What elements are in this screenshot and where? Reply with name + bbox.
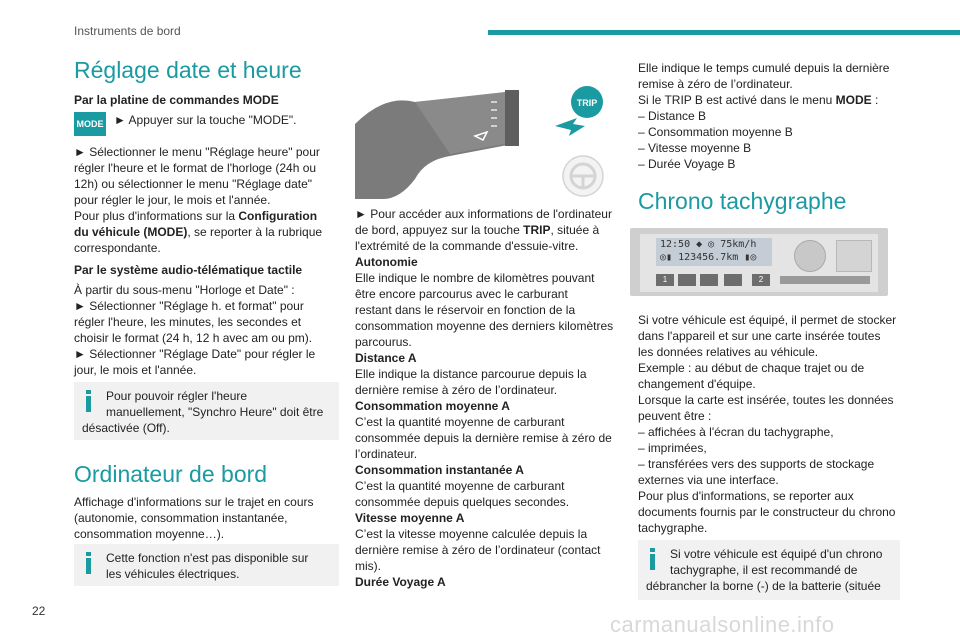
- text-line: dernière remise à zéro de l’ordinateur (contact: [355, 543, 601, 557]
- text-line: documents fournis par le constructeur du chrono: [638, 505, 896, 519]
- info-note-electric: [74, 544, 339, 586]
- running-header: Instruments de bord: [74, 24, 181, 38]
- text-line: peuvent être :: [638, 409, 712, 423]
- text-line: les données relatives au véhicule.: [638, 345, 819, 359]
- text-line: Affichage d'informations sur le trajet en cours: [74, 495, 314, 509]
- text-line: parcourus.: [355, 335, 412, 349]
- list-item: – transférées vers des supports de stockage: [638, 457, 875, 471]
- section-title-trip-computer: Ordinateur de bord: [74, 461, 268, 487]
- text-line: Elle indique le temps cumulé depuis la dernière: [638, 61, 890, 75]
- text-line: C’est la quantité moyenne de carburant: [355, 479, 565, 493]
- subheading-touchscreen: Par le système audio-télématique tactile: [74, 263, 303, 277]
- tachograph-printer-slot: [780, 276, 870, 284]
- list-item: – Durée Voyage B: [638, 157, 736, 171]
- heading-autonomie: Autonomie: [355, 255, 418, 269]
- text-line: Pour pouvoir régler l'heure: [106, 389, 248, 403]
- text-line: Elle indique le nombre de kilomètres pouvant: [355, 271, 595, 285]
- text-line: ◎▮ 123456.7km ▮◎: [660, 252, 757, 263]
- heading-distance-a: Distance A: [355, 351, 417, 365]
- trip-badge-text: TRIP: [576, 98, 598, 108]
- info-icon: [650, 548, 655, 570]
- text-line: de bord, appuyez sur la touche TRIP, située à: [355, 223, 600, 237]
- section-title-tachograph: Chrono tachygraphe: [638, 188, 847, 214]
- text-line: tachygraphe, il est recommandé de: [670, 563, 858, 577]
- text-line: désactivée (Off).: [82, 421, 170, 435]
- text-line: ► Sélectionner "Réglage h. et format" pour: [74, 299, 304, 313]
- heading-duree-voyage-a: Durée Voyage A: [355, 575, 446, 589]
- tachograph-button: [724, 274, 742, 286]
- text-line: Si le TRIP B est activé dans le menu MODE :: [638, 93, 879, 107]
- touchscreen-instructions: [74, 282, 344, 378]
- text-line: C’est la quantité moyenne de carburant: [355, 415, 565, 429]
- text-line: Si votre véhicule est équipé, il permet de stocker: [638, 313, 897, 327]
- text-line: dans l'appareil et sur une carte insérée toutes: [638, 329, 881, 343]
- info-note-battery: [638, 540, 900, 600]
- mode-step-text: ► Appuyer sur la touche "MODE".: [114, 113, 297, 127]
- trip-instructions: [355, 206, 623, 590]
- text-line: être encore parcourus avec le carburant: [355, 287, 568, 301]
- info-icon: [86, 390, 91, 412]
- text-line: externes via une interface.: [638, 473, 779, 487]
- heading-consommation-instantanee-a: Consommation instantanée A: [355, 463, 524, 477]
- text-line: À partir du sous-menu "Horloge et Date" :: [74, 283, 295, 297]
- mode-step: [74, 112, 354, 136]
- text-line: jour, le mois et l'année.: [74, 363, 197, 377]
- text-line: Pour plus d'informations sur la Configuration: [74, 209, 318, 223]
- text-line: régler l'heure, les minutes, les secondes et: [74, 315, 302, 329]
- tachograph-button: [700, 274, 718, 286]
- list-item: – affichées à l'écran du tachygraphe,: [638, 425, 834, 439]
- text-line: 12:50 ◆ ◎ 75km/h: [660, 239, 757, 250]
- wiper-stalk-illustration: [355, 84, 623, 202]
- text-line: Pour plus d'informations, se reporter aux: [638, 489, 854, 503]
- text-line: ► Pour accéder aux informations de l'ordinateur: [355, 207, 612, 221]
- text-line: manuellement, "Synchro Heure" doit être: [106, 405, 324, 419]
- text-line: régler l'heure et le format de l'horloge (24h ou: [74, 161, 317, 175]
- list-item: – Distance B: [638, 109, 707, 123]
- tachograph-illustration: [630, 228, 888, 296]
- text-line: Exemple : au début de chaque trajet ou de: [638, 361, 865, 375]
- text-line: changement d'équipe.: [638, 377, 756, 391]
- heading-consommation-moyenne-a: Consommation moyenne A: [355, 399, 510, 413]
- trip-computer-intro: [74, 494, 344, 542]
- text-line: l’ordinateur.: [355, 447, 418, 461]
- text-line: les véhicules électriques.: [106, 567, 240, 581]
- list-item: – Consommation moyenne B: [638, 125, 793, 139]
- watermark: carmanualsonline.info: [610, 612, 835, 637]
- tachograph-button-1: 1: [656, 274, 674, 286]
- trip-b-info: [638, 60, 908, 172]
- text-line: pour régler le jour, le mois et l'année.: [74, 193, 271, 207]
- text-line: restant dans le réservoir en fonction de la: [355, 303, 576, 317]
- text-line: Lorsque la carte est insérée, toutes les données: [638, 393, 894, 407]
- tachograph-description: [638, 312, 908, 536]
- heading-vitesse-moyenne-a: Vitesse moyenne A: [355, 511, 465, 525]
- text-line: consommée depuis quelques secondes.: [355, 495, 570, 509]
- text-line: débrancher la borne (-) de la batterie (située: [646, 579, 881, 593]
- text-line: Elle indique la distance parcourue depuis la: [355, 367, 587, 381]
- text-line: consommée depuis la dernière remise à zéro de: [355, 431, 612, 445]
- text-line: Si votre véhicule est équipé d'un chrono: [670, 547, 883, 561]
- text-line: C’est la vitesse moyenne calculée depuis la: [355, 527, 588, 541]
- text-line: 12h) ou sélectionner le menu "Réglage date": [74, 177, 313, 191]
- text-line: l'extrémité de la commande d'essuie-vitre.: [355, 239, 579, 253]
- text-line: ► Sélectionner le menu "Réglage heure" pour: [74, 145, 320, 159]
- text-line: remise à zéro de l’ordinateur.: [638, 77, 793, 91]
- text-line: dernière remise à zéro de l’ordinateur.: [355, 383, 558, 397]
- mode-instructions: [74, 144, 344, 256]
- text-line: (autonomie, consommation instantanée,: [74, 511, 288, 525]
- text-line: mis).: [355, 559, 381, 573]
- page-number: 22: [32, 604, 46, 618]
- mode-button-icon: MODE: [74, 112, 106, 136]
- text-line: choisir le format (24 h, 12 h avec am ou pm).: [74, 331, 313, 345]
- tachograph-screen: [656, 238, 772, 266]
- tachograph-slot: [836, 240, 872, 272]
- info-icon: [86, 552, 91, 574]
- tachograph-button-2: 2: [752, 274, 770, 286]
- arrow-icon: [555, 118, 585, 136]
- list-item: – Vitesse moyenne B: [638, 141, 752, 155]
- list-item: – imprimées,: [638, 441, 707, 455]
- section-title-date-time: Réglage date et heure: [74, 57, 302, 83]
- text-line: consommation moyenne des derniers kilomètres: [355, 319, 614, 333]
- tachograph-button: [678, 274, 696, 286]
- text-line: du véhicule (MODE), se reporter à la rubrique: [74, 225, 323, 239]
- subheading-mode-panel: Par la platine de commandes MODE: [74, 93, 279, 107]
- header-accent-bar: [488, 30, 960, 35]
- text-line: ► Sélectionner "Réglage Date" pour régler le: [74, 347, 316, 361]
- tachograph-dial-icon: [794, 240, 826, 272]
- info-note-time-sync: [74, 382, 339, 440]
- text-line: tachygraphe.: [638, 521, 708, 535]
- text-line: correspondante.: [74, 241, 161, 255]
- text-line: consommation moyenne…).: [74, 527, 225, 541]
- text-line: Cette fonction n'est pas disponible sur: [106, 551, 309, 565]
